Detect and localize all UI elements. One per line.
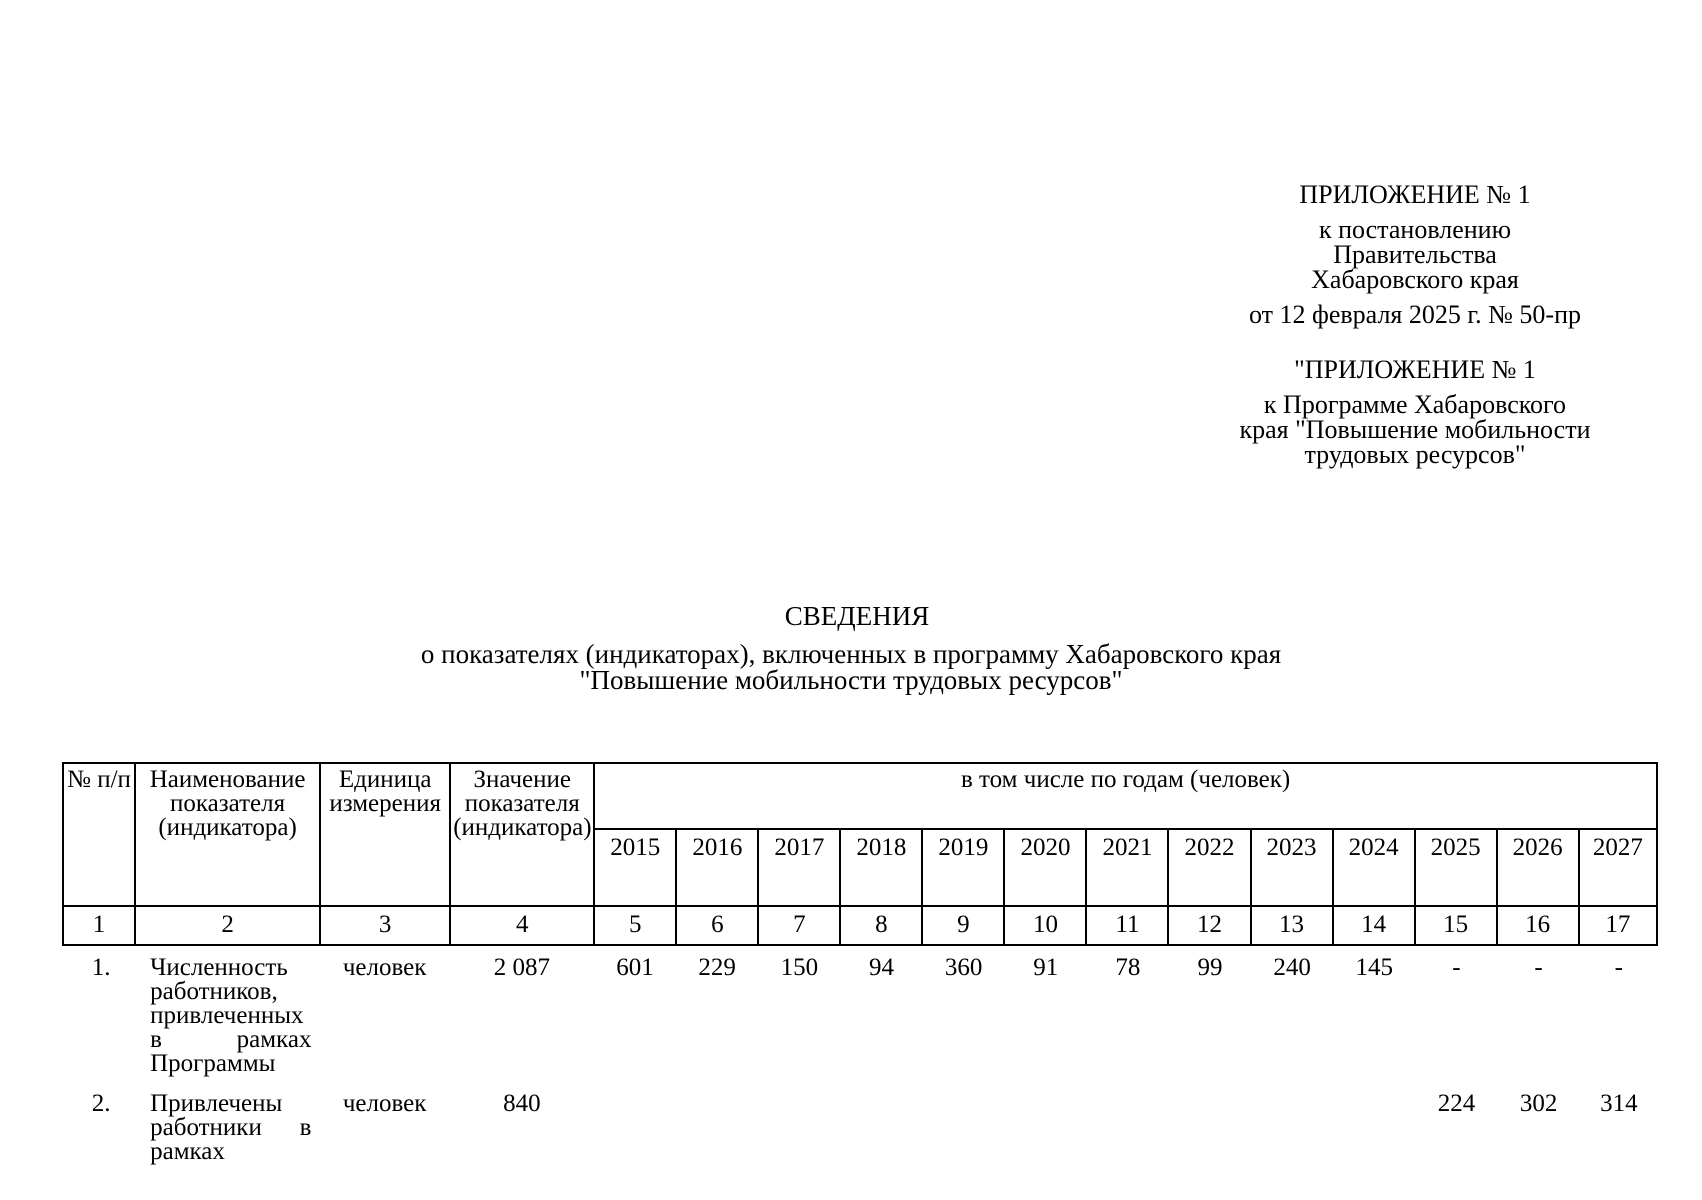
year-value — [1087, 1088, 1169, 1164]
appendix-line: Хабаровского края — [1311, 265, 1519, 294]
year-value — [676, 1088, 758, 1164]
header-year: 2024 — [1333, 829, 1415, 906]
header-year: 2015 — [594, 829, 676, 906]
column-number: 13 — [1251, 906, 1333, 945]
column-number: 6 — [676, 906, 758, 945]
column-number: 11 — [1086, 906, 1168, 945]
year-value — [923, 1088, 1005, 1164]
heading-subtitle: "Повышение мобильности трудовых ресурсов" — [579, 665, 1123, 695]
header-year: 2020 — [1004, 829, 1086, 906]
table-row — [62, 1088, 1658, 1164]
year-value: 360 — [944, 954, 983, 981]
header-year: 2021 — [1086, 829, 1168, 906]
appendix-line: трудовых ресурсов" — [1304, 440, 1526, 469]
document-heading — [0, 603, 1702, 693]
year-value — [1169, 1088, 1251, 1164]
header-year: 2026 — [1497, 829, 1579, 906]
appendix-line: края "Повышение мобильности — [1239, 415, 1591, 444]
year-value: 229 — [698, 954, 736, 981]
year-value: 145 — [1355, 954, 1394, 981]
indicator-name: Привлечены работники в рамках — [150, 1090, 312, 1165]
column-number: 4 — [450, 906, 594, 945]
header-years-group: в том числе по годам (человек) — [594, 763, 1657, 829]
header-year: 2022 — [1168, 829, 1250, 906]
year-value: 601 — [616, 954, 654, 981]
year-value — [758, 1088, 840, 1164]
indicator-unit: человек — [342, 954, 427, 981]
header-year: 2018 — [840, 829, 922, 906]
header-year: 2016 — [676, 829, 758, 906]
header-year: 2019 — [922, 829, 1004, 906]
year-value: 150 — [780, 954, 819, 981]
column-number: 2 — [135, 906, 320, 945]
indicator-value: 2 087 — [493, 954, 550, 981]
column-number: 3 — [320, 906, 450, 945]
column-number: 15 — [1415, 906, 1497, 945]
indicator-name: Численность работников, привлеченных в рамках Программы — [150, 954, 312, 1077]
year-value — [594, 1088, 676, 1164]
column-number: 16 — [1497, 906, 1579, 945]
year-value: - — [1534, 954, 1543, 981]
header-value: Значение показателя (индикатора) — [450, 763, 594, 906]
year-value: 224 — [1437, 1090, 1476, 1117]
header-unit: Единица измерения — [320, 763, 450, 906]
year-value: - — [1452, 954, 1461, 981]
column-number: 5 — [594, 906, 676, 945]
year-value: 78 — [1115, 954, 1141, 981]
appendix-line: к постановлению — [1318, 215, 1512, 244]
appendix-title: ПРИЛОЖЕНИЕ № 1 — [1299, 180, 1531, 209]
table-row — [62, 952, 1658, 1088]
column-number: 14 — [1333, 906, 1415, 945]
header-year: 2017 — [758, 829, 840, 906]
year-value — [1251, 1088, 1333, 1164]
header-year: 2023 — [1251, 829, 1333, 906]
appendix-quote-title: "ПРИЛОЖЕНИЕ № 1 — [1294, 355, 1536, 384]
column-number: 1 — [63, 906, 135, 945]
year-value: 99 — [1197, 954, 1223, 981]
column-number: 10 — [1004, 906, 1086, 945]
year-value: 91 — [1033, 954, 1059, 981]
indicators-table-body — [62, 952, 1658, 1164]
indicators-table-header — [62, 762, 1658, 946]
column-number: 17 — [1579, 906, 1657, 945]
heading-title: СВЕДЕНИЯ — [784, 601, 930, 631]
row-number: 1. — [91, 954, 111, 981]
row-number: 2. — [91, 1090, 111, 1117]
appendix-block — [1185, 182, 1645, 467]
header-year: 2027 — [1579, 829, 1657, 906]
year-value: 94 — [868, 954, 894, 981]
header-year: 2025 — [1415, 829, 1497, 906]
appendix-line: к Программе Хабаровского — [1263, 390, 1567, 419]
indicator-value: 840 — [503, 1090, 541, 1117]
year-value: 314 — [1600, 1090, 1638, 1117]
year-value: - — [1614, 954, 1623, 981]
year-value: 302 — [1519, 1090, 1558, 1117]
column-number: 7 — [758, 906, 840, 945]
indicator-unit: человек — [342, 1090, 427, 1117]
column-number: 8 — [840, 906, 922, 945]
column-number: 9 — [922, 906, 1004, 945]
appendix-line: Правительства — [1333, 240, 1497, 269]
year-value — [1005, 1088, 1087, 1164]
header-no: № п/п — [63, 763, 135, 906]
year-value: 240 — [1273, 954, 1311, 981]
year-value — [840, 1088, 922, 1164]
column-number: 12 — [1168, 906, 1250, 945]
header-name: Наименование показателя (индикатора) — [135, 763, 320, 906]
appendix-date: от 12 февраля 2025 г. № 50-пр — [1249, 300, 1581, 329]
year-value — [1333, 1088, 1415, 1164]
heading-subtitle: о показателях (индикаторах), включенных в программу Хабаровского края — [420, 639, 1282, 669]
